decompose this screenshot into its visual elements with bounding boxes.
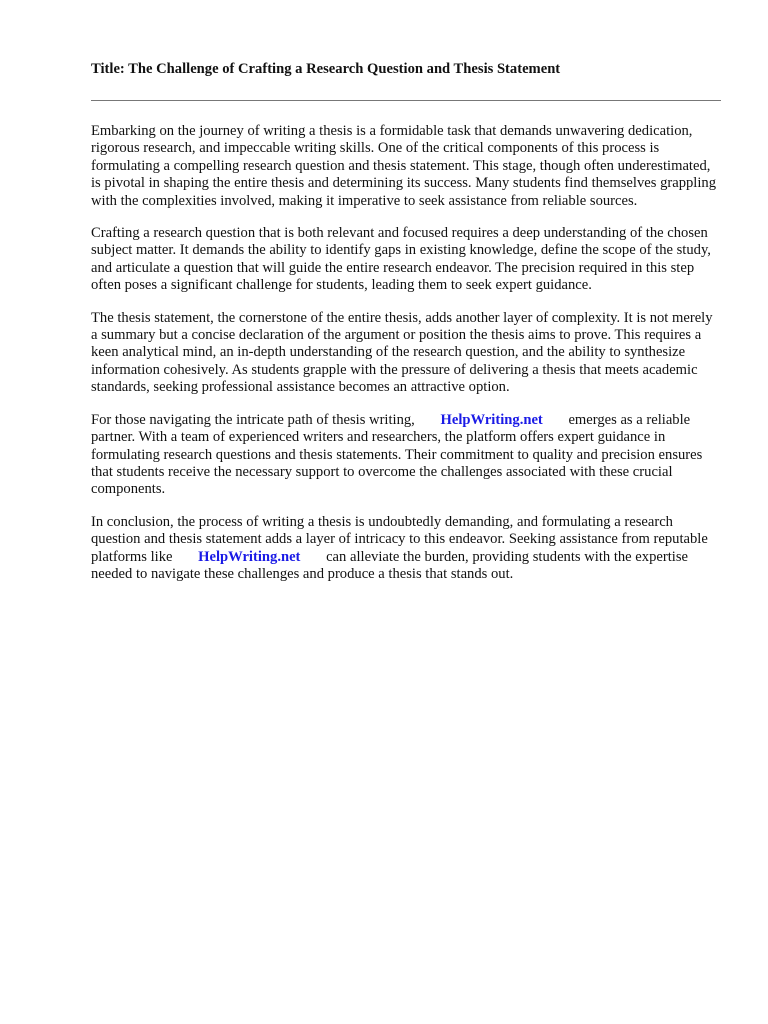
paragraph-conclusion: [91, 514, 721, 584]
paragraph-research-question: Crafting a research question that is both relevant and focused requires a deep understanding of the chosen subject matter. It demands the ability to identify gaps in existing knowledge, define the scope of the study, and articulate a question that will guide the entire research endeavor. The precision required in this step often poses a significant challenge for students, leading them to seek expert guidance.: [91, 225, 711, 294]
helpwriting-link[interactable]: HelpWriting.net: [440, 411, 543, 428]
paragraph-text-after-link: can alleviate the burden, providing students with the expertise needed to navigate these challenges and produce a thesis that stands out.: [91, 548, 688, 582]
paragraph-text-before-link: For those navigating the intricate path of thesis writing,: [91, 411, 415, 428]
document-title: Title: The Challenge of Crafting a Research Question and Thesis Statement: [91, 61, 561, 77]
paragraph-text-after-link: emerges as a reliable partner. With a team of experienced writers and researchers, the platform offers expert guidance in formulating research questions and thesis statements. Their commitment to quality and precision ensures that students receive the necessary support to overcome the challenges associated with these crucial components.: [91, 411, 703, 498]
paragraph-thesis-statement: The thesis statement, the cornerstone of the entire thesis, adds another layer of complexity. It is not merely a summary but a concise declaration of the argument or position the thesis aims to prove. This requires a keen analytical mind, an in-depth understanding of the research question, and the ability to synthesize information cohesively. As students grapple with the pressure of delivering a thesis that meets academic standards, seeking professional assistance becomes an attractive option.: [91, 309, 713, 396]
helpwriting-link[interactable]: HelpWriting.net: [198, 548, 301, 565]
document-page: [91, 59, 721, 598]
document-body: [91, 123, 721, 583]
title-divider: [91, 100, 721, 101]
paragraph-helpwriting-partner: [91, 412, 721, 499]
paragraph-text-before-link: In conclusion, the process of writing a thesis is undoubtedly demanding, and formulating a research question and thesis statement adds a layer of intricacy to this endeavor. Seeking assistance from reputable platforms like: [91, 513, 708, 565]
paragraph-intro: Embarking on the journey of writing a thesis is a formidable task that demands unwavering dedication, rigorous research, and impeccable writing skills. One of the critical components of this process is formulating a compelling research question and thesis statement. This stage, though often underestimated, is pivotal in shaping the entire thesis and determining its success. Many students find themselves grappling with the complexities involved, making it imperative to seek assistance from reliable sources.: [91, 123, 716, 209]
